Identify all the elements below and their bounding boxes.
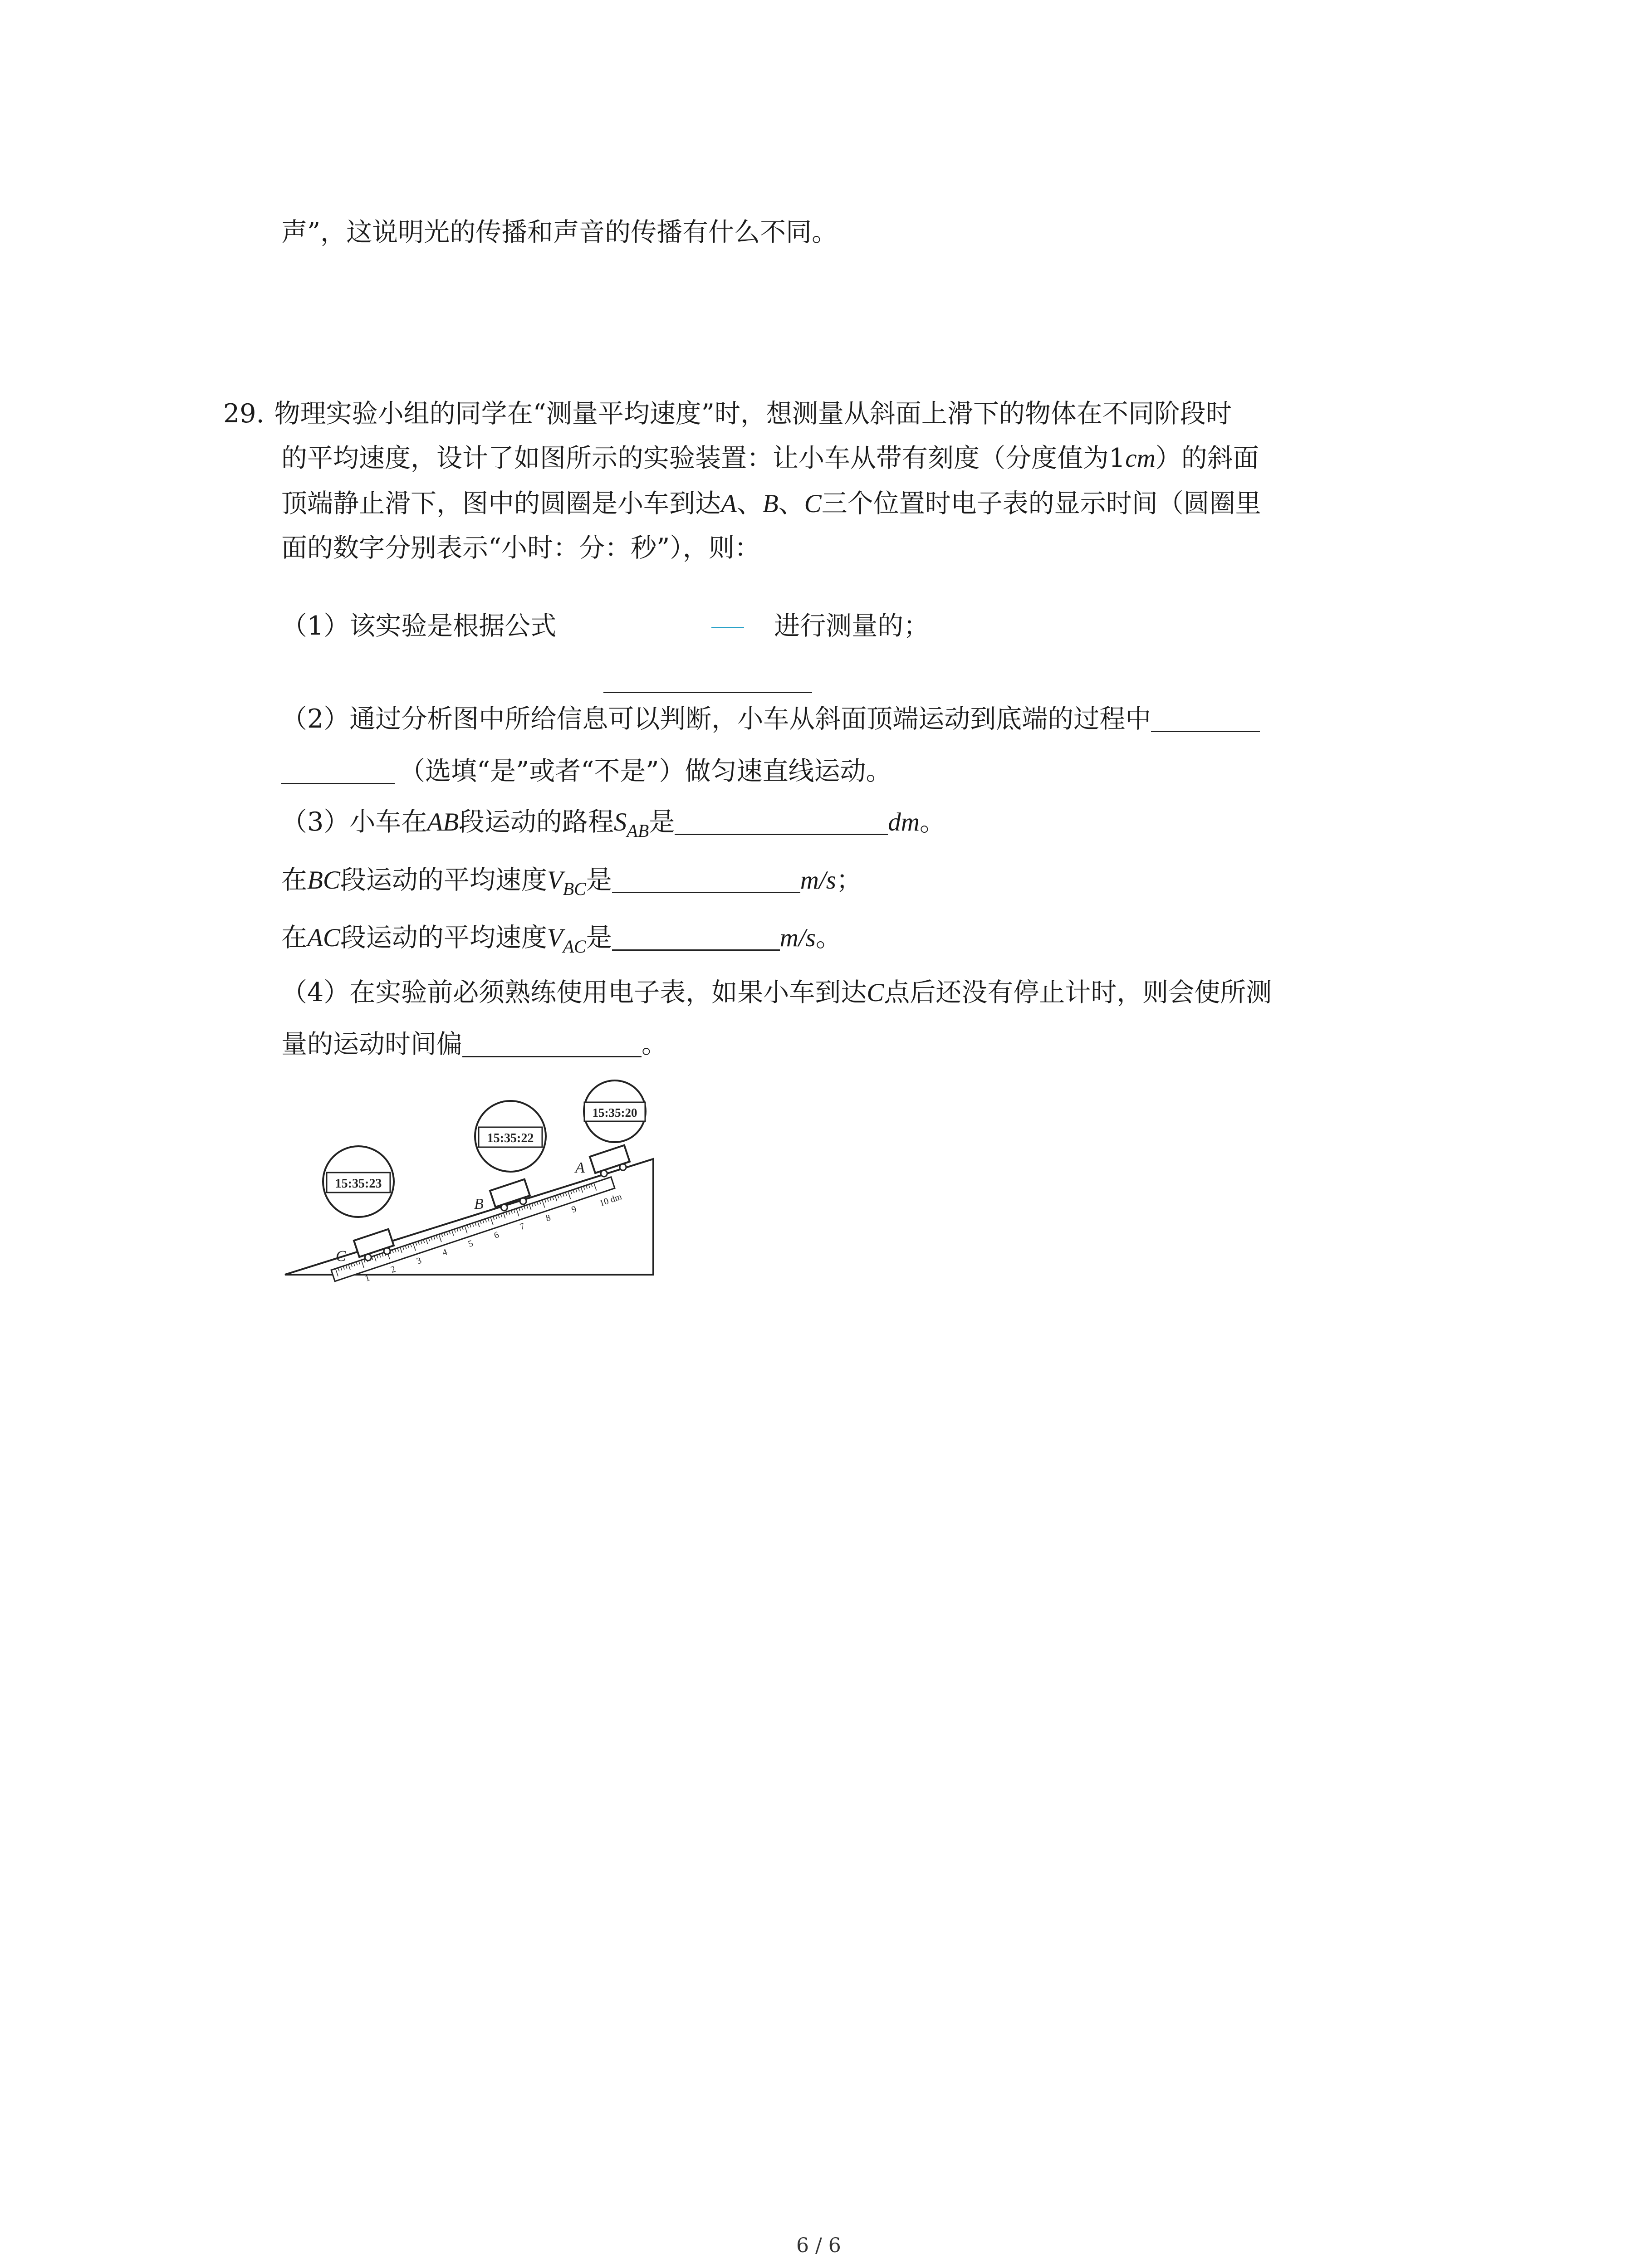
- part-4-line-1: （4）在实验前必须熟练使用电子表，如果小车到达C点后还没有停止计时，则会使所测: [281, 978, 1272, 1007]
- timer-a-time: 15:35:20: [592, 1106, 637, 1119]
- page-number: 6 / 6: [796, 2234, 841, 2257]
- question-stem-line-3: 顶端静止滑下，图中的圆圈是小车到达A、B、C三个位置时电子表的显示时间（圆圈里: [281, 489, 1261, 518]
- question-stem-line-4: 面的数字分别表示“小时：分：秒”），则：: [281, 533, 760, 563]
- answer-blank-2b[interactable]: [281, 757, 395, 784]
- label-b: B: [474, 1196, 484, 1212]
- ruler-tick-label: 5: [467, 1238, 475, 1250]
- part-3-line-3: 在AC段运动的平均速度$V_{AC}$是 m/s。: [281, 923, 842, 957]
- timer-c-time: 15:35:23: [335, 1177, 382, 1191]
- timer-b-time: 15:35:22: [487, 1131, 534, 1145]
- answer-blank-vbc[interactable]: [612, 865, 800, 893]
- timer-b: [475, 1101, 546, 1172]
- part-2-line-1: （2）通过分析图中所给信息可以判断，小车从斜面顶端运动到底端的过程中: [281, 701, 1260, 737]
- question-stem-line-1: 29. 物理实验小组的同学在“测量平均速度”时，想测量从斜面上滑下的物体在不同阶段时: [223, 399, 1232, 429]
- ruler-tick-label: 2: [389, 1264, 397, 1275]
- continuation-line: 声”，这说明光的传播和声音的传播有什么不同。: [281, 217, 838, 247]
- ruler-unit-label: 10 dm: [598, 1192, 623, 1209]
- part-1: （1）该实验是根据公式 进行测量的；: [281, 611, 930, 641]
- label-a: A: [575, 1159, 585, 1176]
- part-2-line-2: （选填“是”或者“不是”）做匀速直线运动。: [281, 753, 892, 789]
- formula-answer-blank[interactable]: [603, 692, 812, 693]
- answer-blank-4[interactable]: [462, 1030, 642, 1057]
- ruler-tick-label: 7: [519, 1221, 526, 1232]
- timer-c: [323, 1146, 394, 1217]
- part-3-line-2: 在BC段运动的平均速度$V_{BC}$是 m/s；: [281, 865, 862, 899]
- part-3-line-1: （3）小车在AB段运动的路程$S_{AB}$是 dm。: [281, 807, 945, 841]
- incline-figure: [281, 1080, 662, 1288]
- ruler-tick-label: 4: [441, 1246, 449, 1258]
- answer-blank-sab[interactable]: [675, 807, 888, 835]
- ruler-tick-label: 1: [363, 1272, 371, 1284]
- answer-blank-2a[interactable]: [1151, 704, 1260, 732]
- cart-a: [590, 1145, 632, 1179]
- question-stem-line-2: 的平均速度，设计了如图所示的实验装置：让小车从带有刻度（分度值为1cm）的斜面: [281, 443, 1259, 473]
- ruler-tick-label: 9: [570, 1204, 578, 1215]
- ruler-tick-label: 3: [415, 1255, 423, 1266]
- label-c: C: [336, 1248, 346, 1265]
- formula-fraction-bar: [711, 627, 744, 628]
- question-number: 29.: [223, 399, 265, 429]
- part-4-line-2: 量的运动时间偏 。: [281, 1029, 667, 1059]
- answer-blank-vac[interactable]: [612, 923, 780, 951]
- timer-a: [584, 1080, 646, 1142]
- ruler-tick-label: 6: [493, 1230, 500, 1241]
- ruler-tick-label: 8: [544, 1212, 552, 1224]
